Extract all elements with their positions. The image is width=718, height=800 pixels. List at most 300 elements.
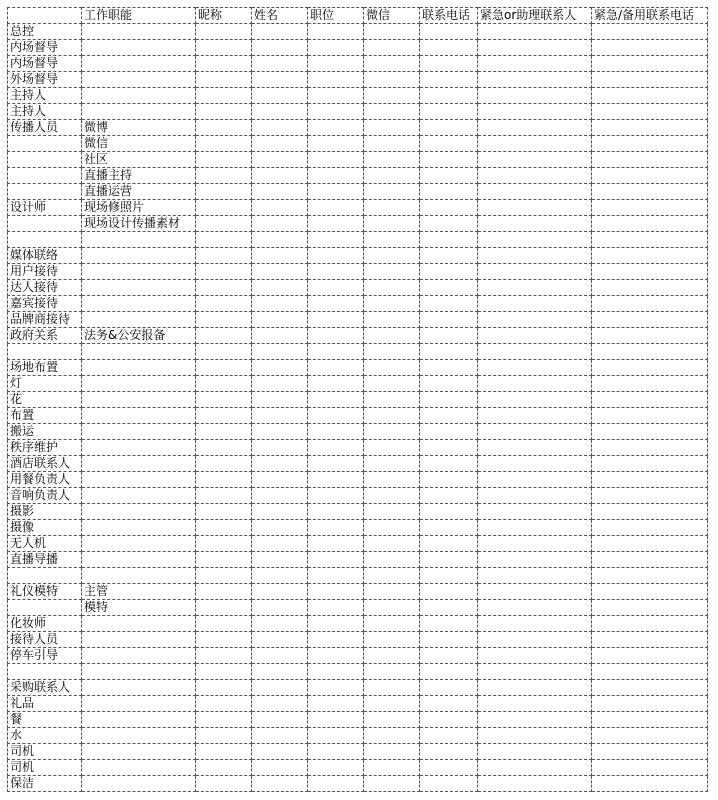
cell[interactable] [478, 152, 592, 168]
cell[interactable] [196, 280, 252, 296]
cell[interactable] [364, 552, 420, 568]
cell[interactable] [364, 488, 420, 504]
cell[interactable] [364, 24, 420, 40]
cell[interactable] [252, 56, 308, 72]
cell[interactable] [478, 328, 592, 344]
cell[interactable] [308, 232, 364, 248]
duty-cell[interactable]: 社区 [82, 152, 196, 168]
cell[interactable] [478, 344, 592, 360]
cell[interactable] [420, 344, 478, 360]
cell[interactable] [478, 648, 592, 664]
cell[interactable] [420, 136, 478, 152]
cell[interactable] [308, 248, 364, 264]
cell[interactable] [308, 40, 364, 56]
cell[interactable] [196, 696, 252, 712]
cell[interactable] [252, 168, 308, 184]
role-cell[interactable]: 餐 [8, 712, 82, 728]
cell[interactable] [420, 392, 478, 408]
cell[interactable] [196, 344, 252, 360]
role-cell[interactable]: 场地布置 [8, 360, 82, 376]
cell[interactable] [364, 264, 420, 280]
duty-cell[interactable] [82, 504, 196, 520]
cell[interactable] [308, 488, 364, 504]
cell[interactable] [196, 40, 252, 56]
cell[interactable] [478, 568, 592, 584]
duty-cell[interactable] [82, 392, 196, 408]
cell[interactable] [196, 168, 252, 184]
cell[interactable] [308, 408, 364, 424]
cell[interactable] [252, 280, 308, 296]
cell[interactable] [196, 120, 252, 136]
cell[interactable] [592, 744, 708, 760]
cell[interactable] [592, 296, 708, 312]
cell[interactable] [308, 184, 364, 200]
cell[interactable] [252, 24, 308, 40]
cell[interactable] [364, 456, 420, 472]
cell[interactable] [252, 456, 308, 472]
cell[interactable] [196, 360, 252, 376]
cell[interactable] [478, 248, 592, 264]
cell[interactable] [252, 616, 308, 632]
cell[interactable] [364, 200, 420, 216]
cell[interactable] [252, 312, 308, 328]
cell[interactable] [420, 648, 478, 664]
duty-cell[interactable] [82, 408, 196, 424]
role-cell[interactable] [8, 216, 82, 232]
duty-cell[interactable] [82, 712, 196, 728]
cell[interactable] [592, 376, 708, 392]
role-cell[interactable]: 灯 [8, 376, 82, 392]
duty-cell[interactable] [82, 72, 196, 88]
cell[interactable] [308, 120, 364, 136]
cell[interactable] [196, 552, 252, 568]
cell[interactable] [196, 600, 252, 616]
duty-cell[interactable] [82, 248, 196, 264]
role-cell[interactable]: 水 [8, 728, 82, 744]
cell[interactable] [252, 600, 308, 616]
cell[interactable] [196, 664, 252, 680]
column-header[interactable]: 微信 [364, 8, 420, 24]
cell[interactable] [478, 72, 592, 88]
cell[interactable] [252, 744, 308, 760]
cell[interactable] [592, 696, 708, 712]
cell[interactable] [478, 56, 592, 72]
cell[interactable] [592, 104, 708, 120]
cell[interactable] [364, 760, 420, 776]
cell[interactable] [252, 632, 308, 648]
role-cell[interactable]: 酒店联系人 [8, 456, 82, 472]
cell[interactable] [478, 520, 592, 536]
duty-cell[interactable] [82, 88, 196, 104]
cell[interactable] [196, 232, 252, 248]
cell[interactable] [308, 696, 364, 712]
cell[interactable] [478, 264, 592, 280]
cell[interactable] [196, 456, 252, 472]
cell[interactable] [478, 504, 592, 520]
cell[interactable] [592, 520, 708, 536]
cell[interactable] [592, 728, 708, 744]
cell[interactable] [308, 584, 364, 600]
cell[interactable] [364, 136, 420, 152]
cell[interactable] [252, 72, 308, 88]
cell[interactable] [308, 600, 364, 616]
duty-cell[interactable] [82, 552, 196, 568]
column-header[interactable]: 工作职能 [82, 8, 196, 24]
cell[interactable] [196, 104, 252, 120]
cell[interactable] [592, 232, 708, 248]
cell[interactable] [308, 632, 364, 648]
cell[interactable] [252, 584, 308, 600]
duty-cell[interactable] [82, 776, 196, 792]
cell[interactable] [308, 168, 364, 184]
cell[interactable] [420, 728, 478, 744]
cell[interactable] [592, 280, 708, 296]
cell[interactable] [196, 216, 252, 232]
role-cell[interactable]: 外场督导 [8, 72, 82, 88]
cell[interactable] [478, 744, 592, 760]
cell[interactable] [592, 344, 708, 360]
cell[interactable] [478, 696, 592, 712]
cell[interactable] [592, 168, 708, 184]
cell[interactable] [478, 24, 592, 40]
duty-cell[interactable] [82, 312, 196, 328]
cell[interactable] [364, 568, 420, 584]
cell[interactable] [196, 408, 252, 424]
cell[interactable] [592, 24, 708, 40]
cell[interactable] [196, 536, 252, 552]
cell[interactable] [592, 408, 708, 424]
cell[interactable] [420, 424, 478, 440]
cell[interactable] [364, 120, 420, 136]
cell[interactable] [364, 664, 420, 680]
cell[interactable] [252, 424, 308, 440]
cell[interactable] [252, 120, 308, 136]
duty-cell[interactable] [82, 344, 196, 360]
cell[interactable] [364, 168, 420, 184]
cell[interactable] [592, 120, 708, 136]
cell[interactable] [196, 88, 252, 104]
cell[interactable] [420, 552, 478, 568]
cell[interactable] [364, 600, 420, 616]
cell[interactable] [478, 392, 592, 408]
cell[interactable] [308, 440, 364, 456]
cell[interactable] [364, 344, 420, 360]
cell[interactable] [420, 744, 478, 760]
cell[interactable] [592, 184, 708, 200]
role-cell[interactable]: 品牌商接待 [8, 312, 82, 328]
cell[interactable] [252, 760, 308, 776]
cell[interactable] [252, 552, 308, 568]
role-cell[interactable]: 内场督导 [8, 56, 82, 72]
cell[interactable] [196, 584, 252, 600]
duty-cell[interactable]: 现场修照片 [82, 200, 196, 216]
duty-cell[interactable]: 主管 [82, 584, 196, 600]
cell[interactable] [308, 104, 364, 120]
cell[interactable] [364, 616, 420, 632]
column-header[interactable]: 昵称 [196, 8, 252, 24]
role-cell[interactable]: 化妆师 [8, 616, 82, 632]
duty-cell[interactable] [82, 728, 196, 744]
cell[interactable] [478, 104, 592, 120]
cell[interactable] [196, 632, 252, 648]
cell[interactable] [252, 568, 308, 584]
cell[interactable] [196, 488, 252, 504]
cell[interactable] [196, 24, 252, 40]
cell[interactable] [420, 360, 478, 376]
cell[interactable] [308, 680, 364, 696]
cell[interactable] [196, 648, 252, 664]
cell[interactable] [592, 328, 708, 344]
cell[interactable] [308, 328, 364, 344]
cell[interactable] [420, 616, 478, 632]
cell[interactable] [478, 488, 592, 504]
cell[interactable] [252, 40, 308, 56]
duty-cell[interactable]: 直播主持 [82, 168, 196, 184]
role-cell[interactable]: 用户接待 [8, 264, 82, 280]
cell[interactable] [420, 24, 478, 40]
duty-cell[interactable] [82, 664, 196, 680]
cell[interactable] [196, 760, 252, 776]
cell[interactable] [196, 424, 252, 440]
role-cell[interactable]: 停车引导 [8, 648, 82, 664]
cell[interactable] [252, 712, 308, 728]
cell[interactable] [478, 456, 592, 472]
duty-cell[interactable] [82, 536, 196, 552]
cell[interactable] [478, 536, 592, 552]
cell[interactable] [592, 712, 708, 728]
cell[interactable] [420, 264, 478, 280]
role-cell[interactable]: 媒体联络 [8, 248, 82, 264]
role-cell[interactable]: 音响负责人 [8, 488, 82, 504]
duty-cell[interactable] [82, 24, 196, 40]
cell[interactable] [196, 152, 252, 168]
cell[interactable] [592, 440, 708, 456]
cell[interactable] [308, 776, 364, 792]
cell[interactable] [308, 72, 364, 88]
cell[interactable] [420, 440, 478, 456]
duty-cell[interactable]: 现场设计传播素材 [82, 216, 196, 232]
cell[interactable] [196, 712, 252, 728]
cell[interactable] [196, 296, 252, 312]
duty-cell[interactable] [82, 264, 196, 280]
cell[interactable] [364, 520, 420, 536]
cell[interactable] [592, 584, 708, 600]
cell[interactable] [308, 456, 364, 472]
cell[interactable] [420, 168, 478, 184]
cell[interactable] [420, 152, 478, 168]
cell[interactable] [478, 424, 592, 440]
role-cell[interactable]: 设计师 [8, 200, 82, 216]
duty-cell[interactable] [82, 568, 196, 584]
cell[interactable] [592, 616, 708, 632]
cell[interactable] [252, 136, 308, 152]
role-cell[interactable]: 花 [8, 392, 82, 408]
cell[interactable] [252, 664, 308, 680]
cell[interactable] [364, 504, 420, 520]
cell[interactable] [420, 504, 478, 520]
cell[interactable] [252, 648, 308, 664]
role-cell[interactable]: 采购联系人 [8, 680, 82, 696]
cell[interactable] [420, 296, 478, 312]
duty-cell[interactable] [82, 680, 196, 696]
cell[interactable] [478, 440, 592, 456]
cell[interactable] [364, 40, 420, 56]
cell[interactable] [592, 88, 708, 104]
cell[interactable] [478, 600, 592, 616]
duty-cell[interactable] [82, 280, 196, 296]
role-cell[interactable]: 保洁 [8, 776, 82, 792]
role-cell[interactable]: 主持人 [8, 88, 82, 104]
cell[interactable] [308, 88, 364, 104]
cell[interactable] [364, 728, 420, 744]
cell[interactable] [478, 760, 592, 776]
cell[interactable] [308, 376, 364, 392]
cell[interactable] [196, 728, 252, 744]
cell[interactable] [592, 632, 708, 648]
duty-cell[interactable] [82, 296, 196, 312]
role-cell[interactable]: 用餐负责人 [8, 472, 82, 488]
cell[interactable] [252, 696, 308, 712]
cell[interactable] [308, 568, 364, 584]
cell[interactable] [308, 152, 364, 168]
cell[interactable] [252, 264, 308, 280]
cell[interactable] [308, 24, 364, 40]
cell[interactable] [196, 376, 252, 392]
cell[interactable] [364, 232, 420, 248]
cell[interactable] [420, 312, 478, 328]
role-cell[interactable]: 司机 [8, 744, 82, 760]
cell[interactable] [364, 440, 420, 456]
cell[interactable] [252, 408, 308, 424]
cell[interactable] [592, 424, 708, 440]
duty-cell[interactable] [82, 56, 196, 72]
cell[interactable] [196, 312, 252, 328]
cell[interactable] [308, 264, 364, 280]
duty-cell[interactable] [82, 424, 196, 440]
cell[interactable] [592, 504, 708, 520]
cell[interactable] [196, 72, 252, 88]
cell[interactable] [252, 184, 308, 200]
cell[interactable] [592, 136, 708, 152]
cell[interactable] [420, 104, 478, 120]
role-cell[interactable]: 摄像 [8, 520, 82, 536]
cell[interactable] [592, 680, 708, 696]
duty-cell[interactable] [82, 40, 196, 56]
cell[interactable] [308, 616, 364, 632]
cell[interactable] [308, 344, 364, 360]
cell[interactable] [364, 152, 420, 168]
role-cell[interactable]: 摄影 [8, 504, 82, 520]
cell[interactable] [420, 120, 478, 136]
cell[interactable] [308, 200, 364, 216]
column-header[interactable]: 职位 [308, 8, 364, 24]
cell[interactable] [420, 376, 478, 392]
duty-cell[interactable] [82, 472, 196, 488]
cell[interactable] [592, 392, 708, 408]
cell[interactable] [252, 680, 308, 696]
cell[interactable] [364, 104, 420, 120]
cell[interactable] [478, 408, 592, 424]
duty-cell[interactable]: 法务&公安报备 [82, 328, 196, 344]
cell[interactable] [478, 472, 592, 488]
cell[interactable] [592, 360, 708, 376]
role-cell[interactable] [8, 184, 82, 200]
cell[interactable] [196, 680, 252, 696]
cell[interactable] [364, 56, 420, 72]
cell[interactable] [364, 280, 420, 296]
cell[interactable] [252, 216, 308, 232]
cell[interactable] [478, 280, 592, 296]
duty-cell[interactable] [82, 744, 196, 760]
cell[interactable] [308, 760, 364, 776]
cell[interactable] [478, 552, 592, 568]
duty-cell[interactable] [82, 360, 196, 376]
duty-cell[interactable] [82, 488, 196, 504]
cell[interactable] [308, 712, 364, 728]
role-cell[interactable]: 司机 [8, 760, 82, 776]
cell[interactable] [420, 488, 478, 504]
column-header[interactable]: 姓名 [252, 8, 308, 24]
duty-cell[interactable] [82, 104, 196, 120]
cell[interactable] [420, 584, 478, 600]
role-cell[interactable]: 礼仪模特 [8, 584, 82, 600]
role-cell[interactable]: 无人机 [8, 536, 82, 552]
cell[interactable] [592, 552, 708, 568]
role-cell[interactable]: 嘉宾接待 [8, 296, 82, 312]
cell[interactable] [308, 56, 364, 72]
cell[interactable] [196, 184, 252, 200]
cell[interactable] [592, 56, 708, 72]
duty-cell[interactable]: 微博 [82, 120, 196, 136]
cell[interactable] [364, 392, 420, 408]
cell[interactable] [196, 440, 252, 456]
cell[interactable] [364, 296, 420, 312]
cell[interactable] [478, 680, 592, 696]
cell[interactable] [364, 712, 420, 728]
cell[interactable] [420, 56, 478, 72]
cell[interactable] [364, 536, 420, 552]
cell[interactable] [420, 40, 478, 56]
cell[interactable] [592, 248, 708, 264]
duty-cell[interactable] [82, 760, 196, 776]
cell[interactable] [308, 360, 364, 376]
cell[interactable] [592, 648, 708, 664]
cell[interactable] [592, 152, 708, 168]
role-cell[interactable]: 接待人员 [8, 632, 82, 648]
cell[interactable] [252, 88, 308, 104]
cell[interactable] [364, 744, 420, 760]
cell[interactable] [196, 264, 252, 280]
cell[interactable] [364, 184, 420, 200]
cell[interactable] [308, 296, 364, 312]
cell[interactable] [420, 680, 478, 696]
cell[interactable] [364, 328, 420, 344]
cell[interactable] [364, 680, 420, 696]
cell[interactable] [420, 600, 478, 616]
cell[interactable] [420, 712, 478, 728]
cell[interactable] [308, 504, 364, 520]
cell[interactable] [252, 440, 308, 456]
role-cell[interactable]: 政府关系 [8, 328, 82, 344]
cell[interactable] [196, 776, 252, 792]
cell[interactable] [478, 232, 592, 248]
column-header[interactable]: 紧急or助理联系人 [478, 8, 592, 24]
cell[interactable] [478, 40, 592, 56]
cell[interactable] [478, 312, 592, 328]
cell[interactable] [196, 744, 252, 760]
cell[interactable] [478, 664, 592, 680]
cell[interactable] [196, 472, 252, 488]
